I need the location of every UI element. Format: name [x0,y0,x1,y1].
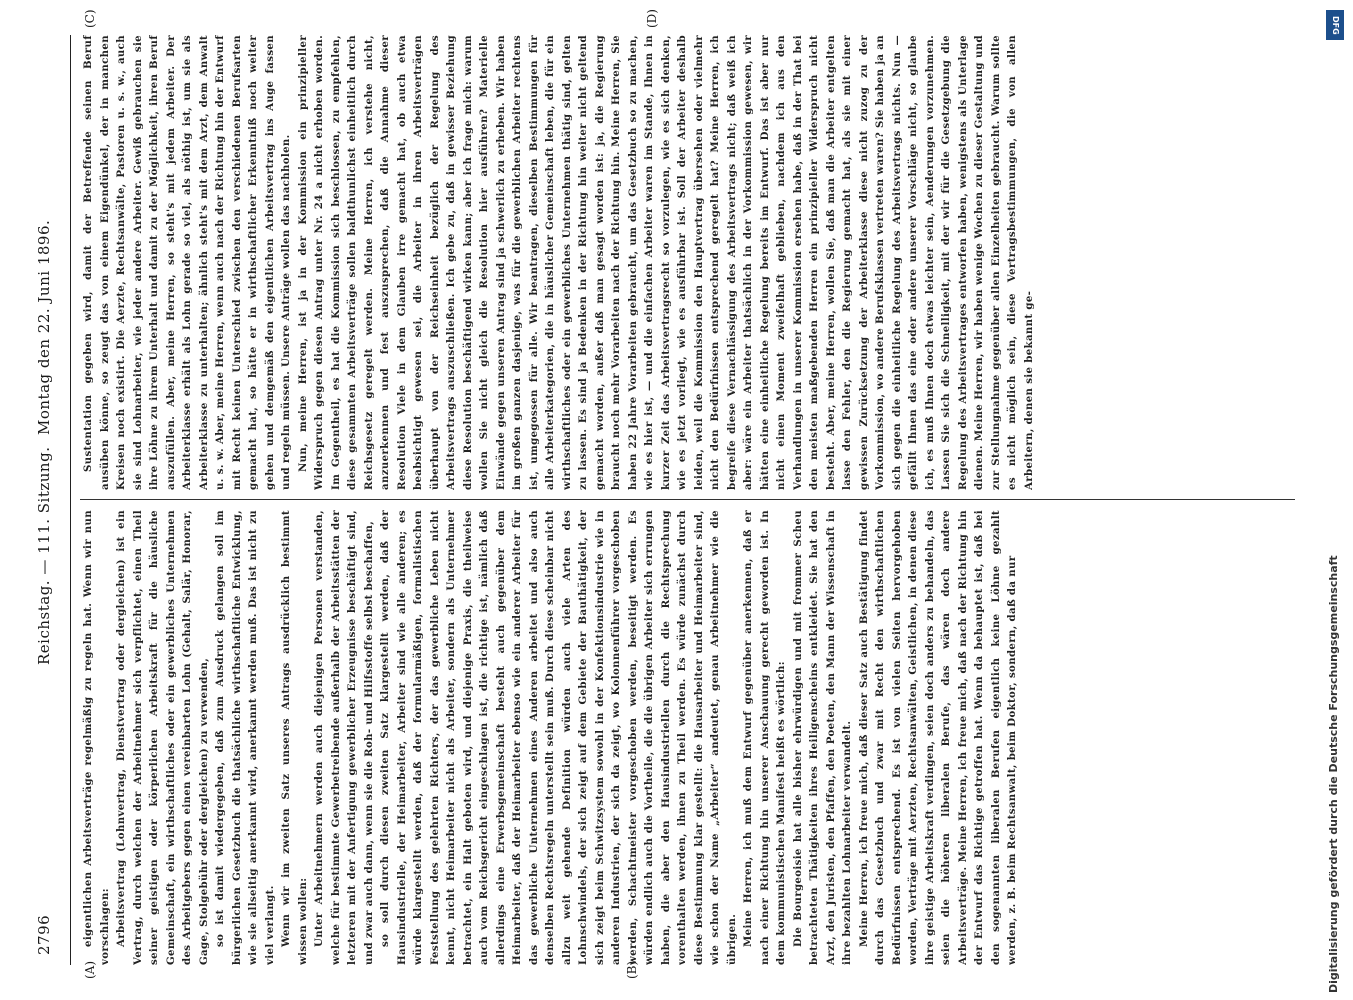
paragraph: so soll durch diesen zweiten Satz klargestellt werden, daß der Hausindustrielle, der Heimarbeiter, Arbeiter sind wie alle anderen; es würde klargestellt werden, daß der formularmäßigen, formalistischen Feststellung des gelehrten Richters, der das gewerbliche Leben nicht kennt, nicht Heimarbeiter nicht als Arbeiter, sondern als Unternehmer betrachtet, ein Halt geboten wird, und diejenige Praxis, die theilweise auch vom Reichsgericht eingeschlagen ist, die richtige ist, nämlich daß allerdings eine Erwerbsgemeinschaft besteht auch gegenüber dem Heimarbeiter, daß der Heimarbeiter ebenso wie ein anderer Arbeiter für das gewerbliche Unternehmen eines Anderen arbeitet und also auch denselben Rechtsregeln unterstellt sein muß. Durch diese scheinbar nicht allzu weit gehende Definition würden auch viele Arten des Lohnschwindels, der sich zeigt auf dem Gebiete der Bauthätigkeit, der sich zeigt beim Schwitzsystem sowohl in der Konfektionsindustrie wie in anderen Industrien, der sich da zeigt, wo Kolonnenführer vorgeschoben werden, Schachtmeister vorgeschoben werden, beseitigt werden. Es würden endlich auch die Vortheile, die die übrigen Arbeiter sich errungen haben, die aber den Hausindustriellen durch die Rechtsprechung vorenthalten werden, ihnen zu Theil werden. Es würde zunächst durch diese Bestimmung klar gestellt: die Hausarbeiter und Heimarbeiter sind, wie schon der Name „Arbeiter“ andeutet, genau Arbeitnehmer wie die übrigen. [379,510,738,965]
paragraph: Meine Herren, ich freue mich, daß dieser Satz auch Bestätigung findet durch das Gesetzbuch und zwar mit Recht den wirthschaftlichen Bedürfnissen entsprechend. Es ist von vielen Seiten hervorgehoben worden, Verträge mit Aerzten, Rechtsanwälten, Geistlichen, in denen diese ihre geistige Arbeitskraft verdingen, seien doch anders zu behandeln, das seien die höheren liberalen Berufe, das wären doch andere Arbeitsverträge. Meine Herren, ich freue mich, daß nach der Richtung hin der Entwurf das Richtige getroffen hat. Wenn da behauptet ist, daß bei den sogenannten liberalen Berufen eigentlich keine Löhne gezahlt werden, z. B. beim Rechtsanwalt, beim Doktor, sondern, daß da nur [857,510,1018,965]
margin-marker-c: (C) [83,9,97,28]
paragraph: so ist damit wiedergegeben, daß zum Ausdruck gelangen soll im bürgerlichen Gesetzbuch die thatsächliche wirthschaftliche Entwicklung, wie sie allseitig anerkannt wird, anerkannt werden muß. Das ist nicht zu viel verlangt. [214,510,276,965]
margin-marker-a: (A) [83,960,97,979]
column-divider [80,499,1295,500]
session-title: Reichstag. — 111. Sitzung. [35,446,53,665]
paragraph: Nun, meine Herren, ist ja in der Kommission ein prinzipieller Widerspruch gegen diesen Antrag unter Nr. 24 a nicht erhoben worden. Im Gegentheil, es hat die Kommission sich beschlossen, zu empfehlen, diese gesammten Arbeitsverträge sollen baldthunlichst einheitlich durch Reichsgesetz geregelt werden. Meine Herren, ich verstehe nicht, anzuerkennen und fest auszusprechen, daß die Annahme dieser Resolution Viele in dem Glauben irre gemacht hat, ob auch etwa beabsichtigt gewesen sei, die Arbeiter in ihren Arbeitsverträgen überhaupt von der Reichseinheit bezüglich der Regelung des Arbeitsvertrags auszuschließen. Ich gebe zu, daß in gewisser Beziehung diese Resolution beschäftigend wirken kann; aber ich frage mich: warum wollen Sie nicht gleich die Resolution hier ausführen? Materielle Einwände gegen unseren Antrag sind ja schwerlich zu erheben. Wir haben im großen ganzen dasjenige, was für die gewerblichen Arbeiter rechtens ist, umgegossen für alle. Wir beantragen, dieselben Bestimmungen für alle Arbeiterkategorien, die in häuslicher Gemeinschaft leben, die für ein wirthschaftliches oder ein gewerbliches Unternehmen thätig sind, gelten zu lassen. Es sind ja Bedenken in der Richtung hin weiter nicht geltend gemacht worden, außer daß man gesagt worden ist: ja, die Regierung braucht noch mehr Vorarbeiten nach der Richtung hin. Meine Herren, Sie haben 22 Jahre Vorarbeiten gebraucht, um das Gesetzbuch so zu machen, wie es hier ist, — und die einfachen Arbeiter waren im Stande, Ihnen in kurzer Zeit das Arbeitsvertragsrecht so vorzulegen, wie es sich denken, wie es jetzt vorliegt, wie es ausführbar ist. Soll der Arbeiter deshalb leiden, weil die Kommission den Hauptvertrag übersehen oder vielmehr nicht den Bedürfnissen entsprechend geregelt hat? Meine Herren, ich begreife diese Vernachlässigung des Arbeitsvertrags nicht; daß weiß ich aber: wäre ein Arbeiter thatsächlich in der Vorkommission gewesen, wir hätten eine einheitliche Regelung bereits im Entwurf. Das ist aber nur nicht einen Moment zweifelhaft geblieben, nachdem ich aus den Verhandlungen in unserer Kommission ersehen habe, daß in der That bei den meisten maßgebenden Herren ein prinzipieller Widerspruch nicht besteht. Aber, meine Herren, wollen Sie, daß man die Arbeiter entgelten lasse den Fehler, den die Regierung gemacht hat, als sie mit einer gewissen Zurücksetzung der Arbeiterklasse diese nicht zuzog zu der Vorkommission, wo andere Berufsklassen vertreten waren? Sie haben ja an sich gegen die einheitliche Regelung des Arbeitsvertrags nichts. Nun — gefällt Ihnen das eine oder andere unserer Vorschläge nicht, so glaube ich, es muß Ihnen doch etwas leichter sein, Aenderungen vorzunehmen. Lassen Sie sich die Schnelligkeit, mit der wir für die Gesetzgebung die Regelung des Arbeitsvertrages entworfen haben, wenigstens als Unterlage dienen. Meine Herren, wir haben wenige Wochen zu dieser Gestaltung und zur Stellungnahme gegenüber allen Einzelheiten gebraucht. Warum sollte es nicht möglich sein, diese Vertragsbestimmungen, die von allen Arbeitern, denen sie bekannt ge- [296,35,1035,490]
paragraph: Meine Herren, ich muß dem Entwurf gegenüber anerkennen, daß er nach einer Richtung hin unserer Anschauung gerecht geworden ist. In dem kommunistischen Manifest heißt es wörtlich: [742,510,787,965]
page-number: 2796 [35,914,53,955]
margin-marker-d: (D) [645,9,659,28]
dfg-logo: DFG [1326,10,1344,40]
left-column [80,510,1290,965]
paragraph: eigentlichen Arbeitsverträge regelmäßig zu regeln hat. Wenn wir nun vorschlagen: [82,510,111,965]
digitization-note [1321,8,1347,993]
paragraph: Arbeitsvertrag (Lohnvertrag, Dienstvertrag oder dergleichen) ist ein Vertrag, durch welchen der Arbeitnehmer sich verpflichtet, einen Theil seiner geistigen oder körperlichen Arbeitskraft für die häusliche Gemeinschaft, ein wirthschaftliches oder ein gewerbliches Unternehmen des Arbeitgebers gegen einen vereinbarten Lohn (Gehalt, Salär, Honorar, Gage, Stolgebühr oder dergleichen) zu verwenden, [115,510,210,965]
rotated-page-content [25,9,1325,979]
paragraph: Unter Arbeitnehmern werden auch diejenigen Personen verstanden, welche für bestimmte Gewerbetreibende außerhalb der Arbeitsstätten der letzteren mit der Anfertigung gewerblicher Erzeugnisse beschäftigt sind, und zwar auch dann, wenn sie die Roh- und Hilfsstoffe selbst beschaffen, [313,510,375,965]
paragraph: Die Bourgeoisie hat alle bisher ehrwürdigen und mit frommer Scheu betrachteten Thätigkeiten ihres Heiligenscheins entkleidet. Sie hat den Arzt, den Juristen, den Pfaffen, den Poeten, den Mann der Wissenschaft in ihre bezahlten Lohnarbeiter verwandelt. [791,510,853,965]
header-divider [70,35,71,965]
session-date: Montag den 22. Juni 1896. [35,219,53,435]
paragraph: Sustentation gegeben wird, damit der Betreffende seinen Beruf ausüben könne, so zeugt das von einem Eigendünkel, der in manchen Kreisen noch existirt. Die Aerzte, Rechtsanwälte, Pastoren u. s. w., auch sie sind Lohnarbeiter, wie jeder andere Arbeiter. Gewiß gebrauchen sie ihre Löhne zu ihrem Unterhalt und damit zu der Möglichkeit, ihren Beruf auszufüllen. Aber, meine Herren, so steht's mit jedem Arbeiter. Der Arbeiterklasse erhält als Lohn gerade so viel, als nöthig ist, um sie als Arbeiterklasse zu unterhalten; ähnlich steht's mit dem Arzt, dem Anwalt u. s. w. Aber, meine Herren, wenn auch nach der Richtung hin der Entwurf mit Recht keinen Unterschied zwischen den verschiedenen Berufsarten gemacht hat, so hätte er in wirthschaftlicher Erkenntniß noch weiter gehen und demgemäß den eigentlichen Arbeitsvertrag ins Auge fassen und regeln müssen. Unsere Anträge wollen das nachholen. [82,35,292,490]
paragraph: Wenn wir im zweiten Satz unseres Antrags ausdrücklich bestimmt wissen wollen: [280,510,309,965]
funding-credit: Digitalisierung gefördert durch die Deutsche Forschungsgemeinschaft [1327,555,1340,993]
right-column [80,35,1290,490]
page-header [25,35,65,965]
margin-marker-b: (B) [625,960,639,979]
